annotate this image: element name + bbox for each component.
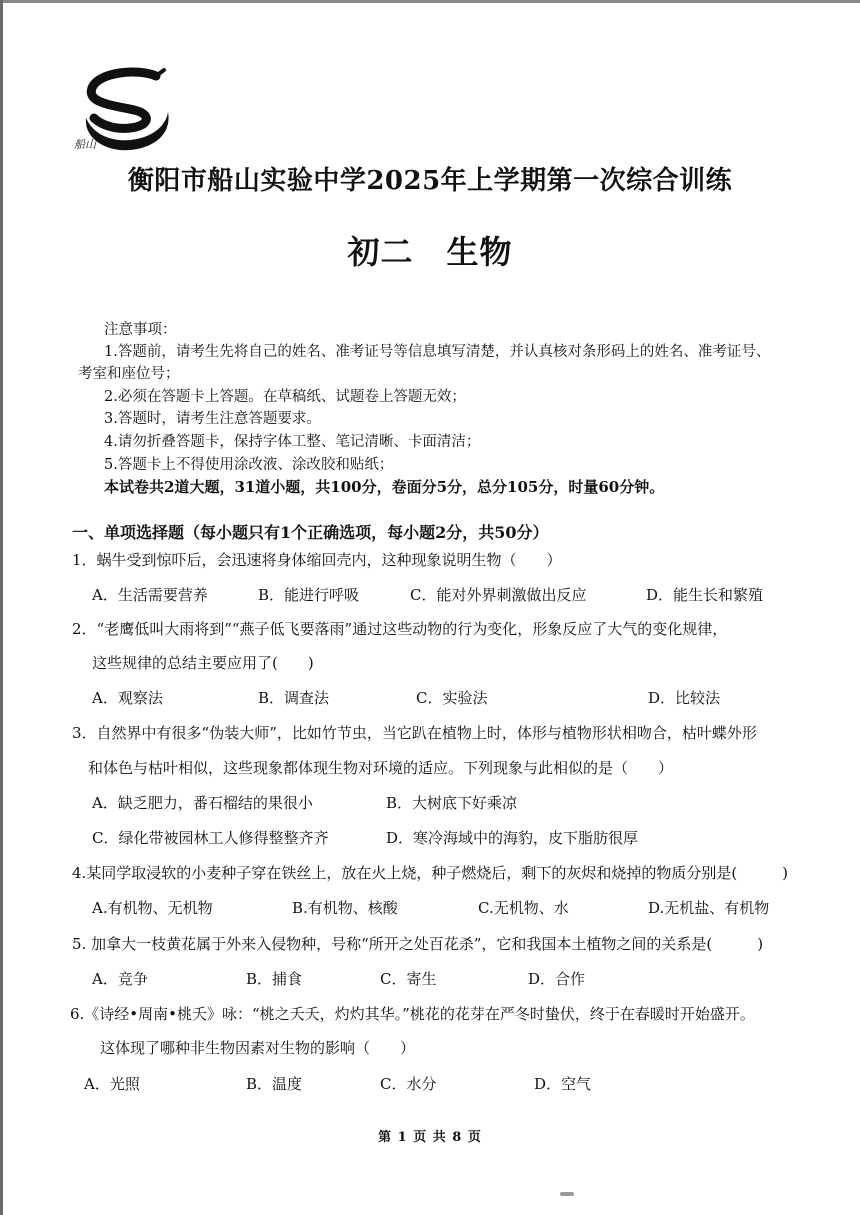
logo-caption: 船山 [74,138,96,151]
question-stem: 2．“老鹰低叫大雨将到”“燕子低飞要落雨”通过这些动物的行为变化，形象反应了大气的变化规律， [72,620,728,638]
section-title: 一、单项选择题（每小题只有1个正确选项，每小题2分，共50分） [72,523,549,542]
option-c: C.无机物、水 [478,899,569,917]
option-c: C．水分 [380,1075,437,1093]
option-a: A．生活需要营养 [92,586,208,604]
option-b: B.有机物、核酸 [292,899,398,917]
option-c: C．绿化带被园林工人修得整整齐齐 [92,829,329,847]
question-stem: 4.某同学取浸软的小麦种子穿在铁丝上，放在火上烧，种子燃烧后，剩下的灰烬和烧掉的物质分别是( ) [72,864,789,882]
option-b: B．温度 [246,1075,303,1093]
option-b: B．调查法 [258,689,330,707]
question-stem: 6.《诗经•周南•桃夭》咏：“桃之夭夭，灼灼其华。”桃花的花芽在严冬时蛰伏，终于在春暖时开始盛开。 [70,1005,755,1023]
notice-item: 2.必须在答题卡上答题。在草稿纸、试题卷上答题无效； [104,389,466,405]
option-a: A．竞争 [92,970,148,988]
option-b: B．大树底下好乘凉 [386,794,518,812]
question-stem: 1．蜗牛受到惊吓后，会迅速将身体缩回壳内，这种现象说明生物（ ） [72,551,562,569]
option-d: D．合作 [528,970,586,988]
notice-item: 4.请勿折叠答题卡，保持字体工整、笔记清晰、卡面清洁； [104,434,481,450]
exam-summary: 本试卷共2道大题，31道小题，共100分，卷面分5分，总分105分，时量60分钟。 [104,478,665,496]
notice-item: 1.答题前，请考生先将自己的姓名、准考证号等信息填写清楚，并认真核对条形码上的姓名、准考证号、 [104,344,771,360]
notice-item: 考室和座位号； [78,366,180,382]
scan-edge-top [0,0,860,3]
exam-title: 衡阳市船山实验中学2025年上学期第一次综合训练 [127,166,733,196]
notice-item: 5.答题卡上不得使用涂改液、涂改胶和贴纸； [104,457,394,473]
notice-item: 3.答题时，请考生注意答题要求。 [104,411,321,427]
question-stem: 3．自然界中有很多“伪装大师”，比如竹节虫，当它趴在植物上时，体形与植物形状相吻合，枯叶蝶外形 [72,724,757,742]
option-b: B．能进行呼吸 [258,586,360,604]
option-c: C．能对外界刺激做出反应 [410,586,587,604]
option-d: D．能生长和繁殖 [646,586,764,604]
option-a: A．观察法 [92,689,163,707]
option-c: C．寄生 [380,970,437,988]
question-stem-cont: 和体色与枯叶相似，这些现象都体现生物对环境的适应。下列现象与此相似的是（ ） [88,759,674,777]
question-stem: 5. 加拿大一枝黄花属于外来入侵物种，号称“所开之处百花杀”，它和我国本土植物之间的关系是( ) [72,935,764,953]
option-a: A.有机物、无机物 [92,899,213,917]
option-d: D．空气 [534,1075,592,1093]
notice-heading: 注意事项： [104,322,177,338]
option-a: A．光照 [84,1075,140,1093]
scan-mark [560,1192,574,1196]
page-number: 第 1 页 共 8 页 [378,1130,482,1145]
question-stem-cont: 这些规律的总结主要应用了( ) [92,654,314,672]
question-stem-cont: 这体现了哪种非生物因素对生物的影响（ ） [100,1039,416,1057]
option-b: B．捕食 [246,970,303,988]
exam-subtitle: 初二 生物 [347,233,513,271]
option-d: D．比较法 [648,689,721,707]
option-c: C．实验法 [416,689,488,707]
option-a: A．缺乏肥力，番石榴结的果很小 [92,794,313,812]
option-d: D.无机盐、有机物 [648,899,770,917]
option-d: D．寒冷海域中的海豹，皮下脂肪很厚 [386,829,639,847]
